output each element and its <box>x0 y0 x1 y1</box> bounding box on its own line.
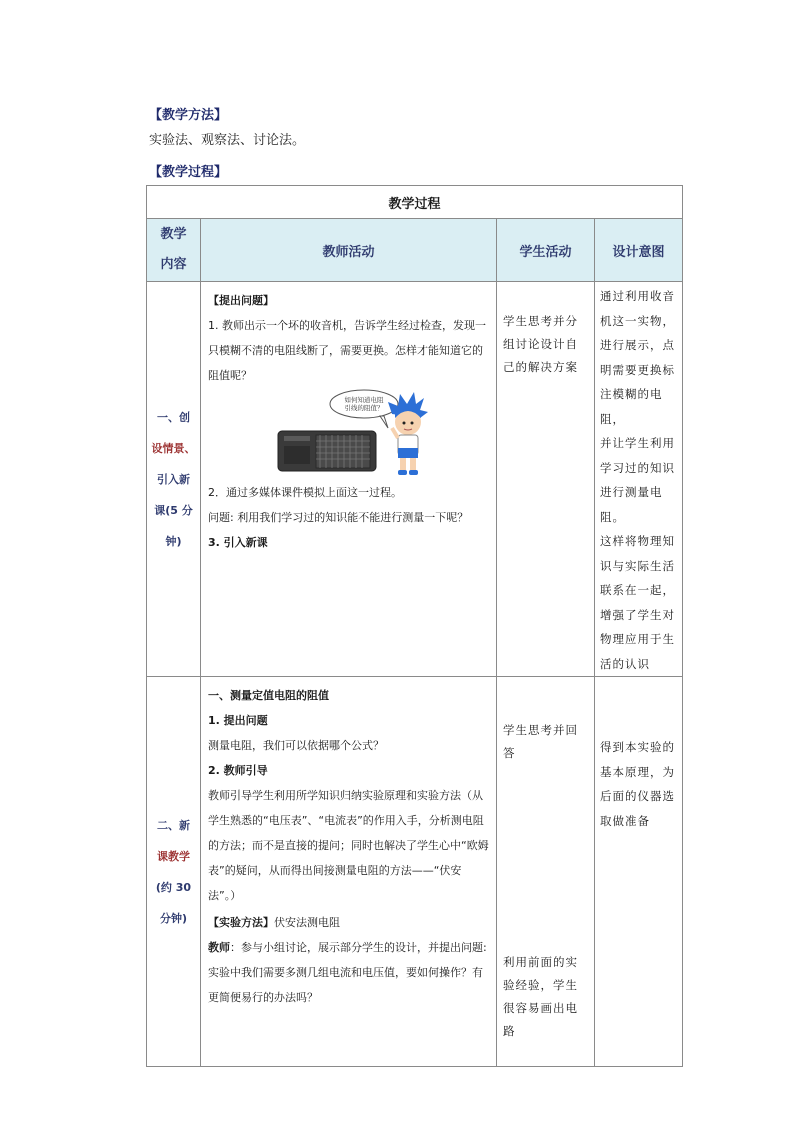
row2-teacher-line3: 测量电阻，我们可以依据哪个公式？ <box>208 739 384 752</box>
row1-design-line: 物理应用于生 <box>600 632 675 646</box>
row1-content-line: 一、创 <box>157 410 190 424</box>
row1-content-line: 引入新 <box>157 472 190 486</box>
row1-design-line: 增强了学生对 <box>600 607 675 622</box>
header-student: 学生活动 <box>497 219 595 282</box>
methods-heading: 【教学方法】 <box>149 108 228 123</box>
row1-design-line: 进行测量电阻。 <box>600 485 663 524</box>
row2-teacher-line1: 一、测量定值电阻的阻值 <box>208 689 329 702</box>
row2-content-line: 分钟) <box>159 911 188 925</box>
row2-content <box>147 677 201 1067</box>
header-teacher: 教师活动 <box>201 219 497 282</box>
row1-design-line: 明需要更换标 <box>600 362 675 377</box>
row1-teacher-p1: 1. 教师出示一个坏的收音机，告诉学生经过检查，发现一只模糊不清的电阻线断了，需要更换。怎样才能知道它的阻值呢？ <box>208 319 486 382</box>
row1-content-line: 钟) <box>165 534 182 548</box>
header-content-line1: 教学 <box>160 227 187 242</box>
row1-teacher <box>201 282 497 677</box>
radio-panel <box>284 446 310 464</box>
bubble-text-line1: 如何知道电阻 <box>344 396 384 404</box>
header-content <box>147 219 201 282</box>
row2-design-line: 得到本实验的 <box>600 740 675 754</box>
row1-content <box>147 282 201 677</box>
row2-teacher <box>201 677 497 1067</box>
bubble-text-line2: 引线的阻值？ <box>344 404 384 412</box>
boy-figure <box>388 392 428 475</box>
row2-teacher-line4: 2. 教师引导 <box>208 764 268 777</box>
row1-design <box>595 282 683 677</box>
row1-design-line: 注模糊的电阻， <box>600 387 663 426</box>
row1-design-line: 学习过的知识 <box>600 460 675 475</box>
row1-design-line: 通过利用收音 <box>600 289 675 303</box>
row1-student-text: 学生思考并分组讨论设计自己的解决方案 <box>503 314 578 374</box>
process-heading: 【教学过程】 <box>149 165 228 180</box>
row1-student <box>497 282 595 677</box>
row2-teacher-label: 教师 <box>208 941 230 954</box>
row1-design-line: 并让学生利用 <box>600 436 675 450</box>
row2-teacher-method <box>208 910 489 935</box>
radio-label <box>284 436 310 441</box>
row2-teacher-p5: 教师引导学生利用所学知识归纳实验原理和实验方法（从学生熟悉的“电压表”、“电流表”的作用入手，分析测电阻的方法；而不是直接的提问；同时也解决了学生心中“欧姆表”的疑问，从而得出间接测量电阻的方法——“伏安法”。） <box>208 789 489 902</box>
row2-student <box>497 677 595 1067</box>
row1-teacher-tag: 【提出问题】 <box>208 294 274 307</box>
row1-design-line: 这样将物理知 <box>600 534 675 548</box>
teaching-process-table <box>146 185 683 1067</box>
row2-teacher-tag2: 【实验方法】 <box>208 916 274 929</box>
row1-design-line: 识与实际生活 <box>600 558 675 573</box>
radio-illustration <box>208 388 489 480</box>
row2-content-line: 二、新 <box>157 818 190 832</box>
row2-design-line: 取做准备 <box>600 813 650 828</box>
row1-teacher-p4: 3. 引入新课 <box>208 536 268 549</box>
radio-boy-image <box>208 388 490 480</box>
row2-teacher-line2: 1. 提出问题 <box>208 714 268 727</box>
row1-design-line: 联系在一起， <box>600 583 675 597</box>
methods-text: 实验法、观察法、讨论法。 <box>149 133 306 148</box>
row1-content-line: 设情景、 <box>151 441 196 455</box>
row2-content-line: (约 30 <box>155 880 192 894</box>
row2-student-text1: 学生思考并回答 <box>503 723 578 760</box>
row2-design <box>595 677 683 1067</box>
row2-design-line: 后面的仪器选 <box>600 789 675 803</box>
row1-teacher-p2: 2．通过多媒体课件模拟上面这一过程。 <box>208 486 402 499</box>
row2-content-line: 课教学 <box>157 849 190 863</box>
row1-design-line: 进行展示，点 <box>600 338 675 352</box>
header-content-line2: 内容 <box>160 257 187 272</box>
header-design: 设计意图 <box>595 219 683 282</box>
row2-teacher-p6: ：参与小组讨论，展示部分学生的设计，并提出问题: 实验中我们需要多测几组电流和电压值，要如何操作？有更简便易行的办法吗？ <box>208 941 487 1004</box>
table-title: 教学过程 <box>147 186 683 219</box>
row1-teacher-p3: 问题: 利用我们学习过的知识能不能进行测量一下呢？ <box>208 511 469 524</box>
row1-content-line: 课(5 分 <box>154 503 193 517</box>
row2-student-text2: 利用前面的实验经验，学生很容易画出电路 <box>503 955 578 1038</box>
row2-teacher-p6-wrap <box>208 935 489 1010</box>
row2-design-line: 基本原理，为 <box>600 764 675 779</box>
row2-teacher-tag2-rest: 伏安法测电阻 <box>274 916 340 929</box>
row1-design-line: 机这一实物， <box>600 313 675 328</box>
row1-design-line: 活的认识 <box>600 656 650 671</box>
